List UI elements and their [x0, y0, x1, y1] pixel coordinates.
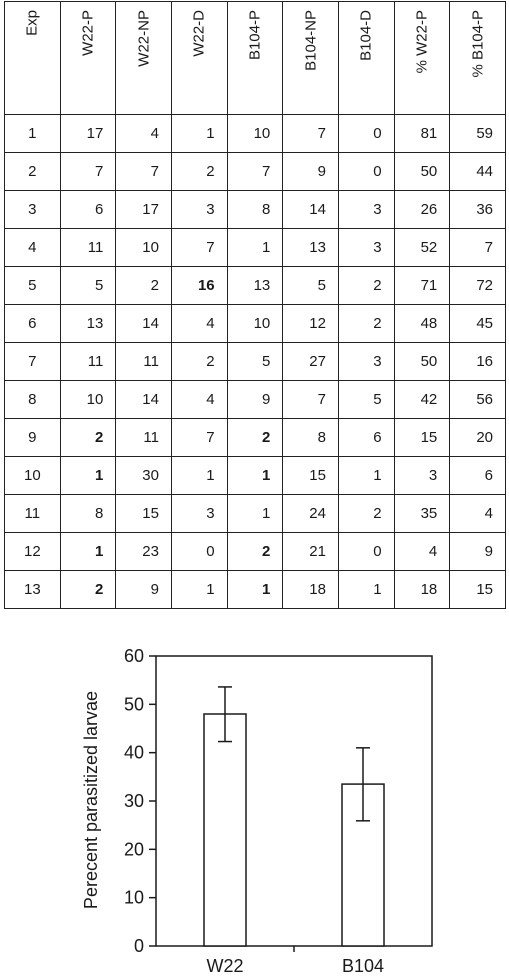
column-header	[171, 2, 227, 115]
table-cell: 5	[60, 267, 116, 305]
column-header-label: W22-D	[190, 10, 208, 57]
table-cell: 11	[116, 419, 172, 457]
y-tick-label: 60	[123, 646, 144, 666]
column-header-label: W22-NP	[135, 10, 153, 67]
table-cell: 1	[338, 457, 394, 495]
table-cell: 12	[283, 305, 339, 343]
table-cell: 52	[394, 229, 450, 267]
table-cell: 2	[227, 419, 283, 457]
table-cell: 50	[394, 343, 450, 381]
table-cell: 2	[60, 571, 116, 609]
table-cell: 1	[171, 457, 227, 495]
table-cell: 2	[60, 419, 116, 457]
table-cell: 10	[116, 229, 172, 267]
table-cell: 16	[450, 343, 506, 381]
table-cell: 1	[60, 533, 116, 571]
table-cell: 2	[5, 153, 61, 191]
table-cell: 1	[171, 571, 227, 609]
table-cell: 2	[227, 533, 283, 571]
table-cell: 8	[60, 495, 116, 533]
table-row	[5, 457, 506, 495]
table-cell: 3	[171, 495, 227, 533]
table-cell: 14	[283, 191, 339, 229]
table-cell: 0	[338, 533, 394, 571]
table-cell: 15	[116, 495, 172, 533]
table-row	[5, 343, 506, 381]
table-cell: 9	[116, 571, 172, 609]
table-cell: 14	[116, 381, 172, 419]
column-header	[394, 2, 450, 115]
table-cell: 15	[394, 419, 450, 457]
table-cell: 7	[283, 381, 339, 419]
table-cell: 2	[338, 495, 394, 533]
table-cell: 12	[5, 533, 61, 571]
table-cell: 48	[394, 305, 450, 343]
table-cell: 44	[450, 153, 506, 191]
table-cell: 9	[283, 153, 339, 191]
table-row	[5, 115, 506, 153]
table-cell: 4	[394, 533, 450, 571]
column-header	[227, 2, 283, 115]
table-cell: 20	[450, 419, 506, 457]
table-cell: 18	[394, 571, 450, 609]
table-cell: 5	[5, 267, 61, 305]
table-cell: 9	[5, 419, 61, 457]
column-header	[338, 2, 394, 115]
table-cell: 42	[394, 381, 450, 419]
table-cell: 11	[60, 343, 116, 381]
plot-frame	[156, 656, 432, 946]
table-cell: 10	[60, 381, 116, 419]
x-tick-label: B104	[341, 956, 385, 976]
y-tick-label: 40	[123, 742, 144, 763]
column-header	[450, 2, 506, 115]
table-cell: 6	[450, 457, 506, 495]
table-cell: 3	[338, 191, 394, 229]
table-cell: 14	[116, 305, 172, 343]
table-cell: 10	[227, 305, 283, 343]
table-cell: 0	[171, 533, 227, 571]
table-cell: 2	[116, 267, 172, 305]
table-cell: 3	[338, 343, 394, 381]
y-axis-label: Perecent parasitized larvae	[81, 690, 101, 910]
table-cell: 2	[171, 343, 227, 381]
column-header-label: % W22-P	[413, 10, 431, 74]
bar	[204, 714, 246, 946]
column-header	[116, 2, 172, 115]
table-cell: 50	[394, 153, 450, 191]
table-row	[5, 533, 506, 571]
table-cell: 21	[283, 533, 339, 571]
table-row	[5, 495, 506, 533]
table-cell: 7	[450, 229, 506, 267]
table-cell: 4	[116, 115, 172, 153]
table-cell: 17	[60, 115, 116, 153]
table-header-row	[5, 2, 506, 115]
column-header-label: % B104-P	[469, 10, 487, 78]
table-cell: 26	[394, 191, 450, 229]
table-cell: 30	[116, 457, 172, 495]
table-cell: 1	[227, 457, 283, 495]
table-cell: 27	[283, 343, 339, 381]
table-row	[5, 267, 506, 305]
bar-chart	[0, 620, 509, 977]
table-cell: 7	[283, 115, 339, 153]
y-tick-label: 0	[133, 936, 144, 956]
table-cell: 2	[171, 153, 227, 191]
table-cell: 8	[283, 419, 339, 457]
table-cell: 5	[338, 381, 394, 419]
y-tick-label: 30	[123, 791, 144, 811]
table-cell: 3	[171, 191, 227, 229]
table-body	[5, 115, 506, 609]
table-row	[5, 381, 506, 419]
table-cell: 36	[450, 191, 506, 229]
table-cell: 18	[283, 571, 339, 609]
column-header-label: B104-NP	[302, 10, 320, 71]
table-cell: 23	[116, 533, 172, 571]
table-cell: 8	[5, 381, 61, 419]
table-cell: 10	[227, 115, 283, 153]
table-cell: 13	[227, 267, 283, 305]
column-header-label: B104-P	[246, 10, 264, 61]
table-cell: 4	[171, 381, 227, 419]
table-cell: 24	[283, 495, 339, 533]
table-cell: 2	[338, 305, 394, 343]
table-cell: 3	[394, 457, 450, 495]
table-cell: 1	[60, 457, 116, 495]
table-cell: 4	[450, 495, 506, 533]
table-cell: 1	[171, 115, 227, 153]
table-cell: 6	[338, 419, 394, 457]
table-cell: 45	[450, 305, 506, 343]
table-cell: 7	[171, 229, 227, 267]
table-row	[5, 191, 506, 229]
x-tick-label: W22	[206, 956, 244, 976]
column-header	[60, 2, 116, 115]
table-row	[5, 571, 506, 609]
table-cell: 8	[227, 191, 283, 229]
column-header-label: W22-P	[79, 10, 97, 56]
table-cell: 6	[5, 305, 61, 343]
table-cell: 7	[5, 343, 61, 381]
table-cell: 1	[227, 571, 283, 609]
column-header-label: Exp	[23, 10, 41, 36]
table-cell: 72	[450, 267, 506, 305]
table-cell: 11	[5, 495, 61, 533]
table-row	[5, 229, 506, 267]
table-cell: 59	[450, 115, 506, 153]
table-cell: 13	[283, 229, 339, 267]
table-cell: 35	[394, 495, 450, 533]
table-row	[5, 419, 506, 457]
table-cell: 7	[116, 153, 172, 191]
column-header	[283, 2, 339, 115]
table-cell: 7	[227, 153, 283, 191]
table-row	[5, 305, 506, 343]
table-cell: 7	[171, 419, 227, 457]
data-table	[4, 1, 506, 609]
table-cell: 1	[227, 495, 283, 533]
table-cell: 2	[338, 267, 394, 305]
table-cell: 6	[60, 191, 116, 229]
table-cell: 15	[283, 457, 339, 495]
y-tick-label: 20	[123, 839, 144, 860]
table-cell: 13	[60, 305, 116, 343]
table-cell: 13	[5, 571, 61, 609]
column-header	[5, 2, 61, 115]
table-cell: 1	[5, 115, 61, 153]
table-cell: 1	[338, 571, 394, 609]
table-cell: 71	[394, 267, 450, 305]
table-cell: 15	[450, 571, 506, 609]
table-cell: 4	[5, 229, 61, 267]
table-cell: 56	[450, 381, 506, 419]
table-cell: 3	[338, 229, 394, 267]
table-cell: 5	[227, 343, 283, 381]
table-row	[5, 153, 506, 191]
table-cell: 11	[116, 343, 172, 381]
table-cell: 9	[450, 533, 506, 571]
table-cell: 0	[338, 153, 394, 191]
y-tick-label: 10	[123, 887, 144, 908]
table-cell: 16	[171, 267, 227, 305]
table-cell: 81	[394, 115, 450, 153]
table-cell: 11	[60, 229, 116, 267]
table-cell: 3	[5, 191, 61, 229]
y-tick-label: 50	[123, 694, 144, 715]
table-cell: 0	[338, 115, 394, 153]
table-cell: 10	[5, 457, 61, 495]
table-cell: 1	[227, 229, 283, 267]
table-cell: 5	[283, 267, 339, 305]
table-cell: 7	[60, 153, 116, 191]
column-header-label: B104-D	[357, 10, 375, 61]
table-cell: 4	[171, 305, 227, 343]
table-cell: 9	[227, 381, 283, 419]
table-cell: 17	[116, 191, 172, 229]
